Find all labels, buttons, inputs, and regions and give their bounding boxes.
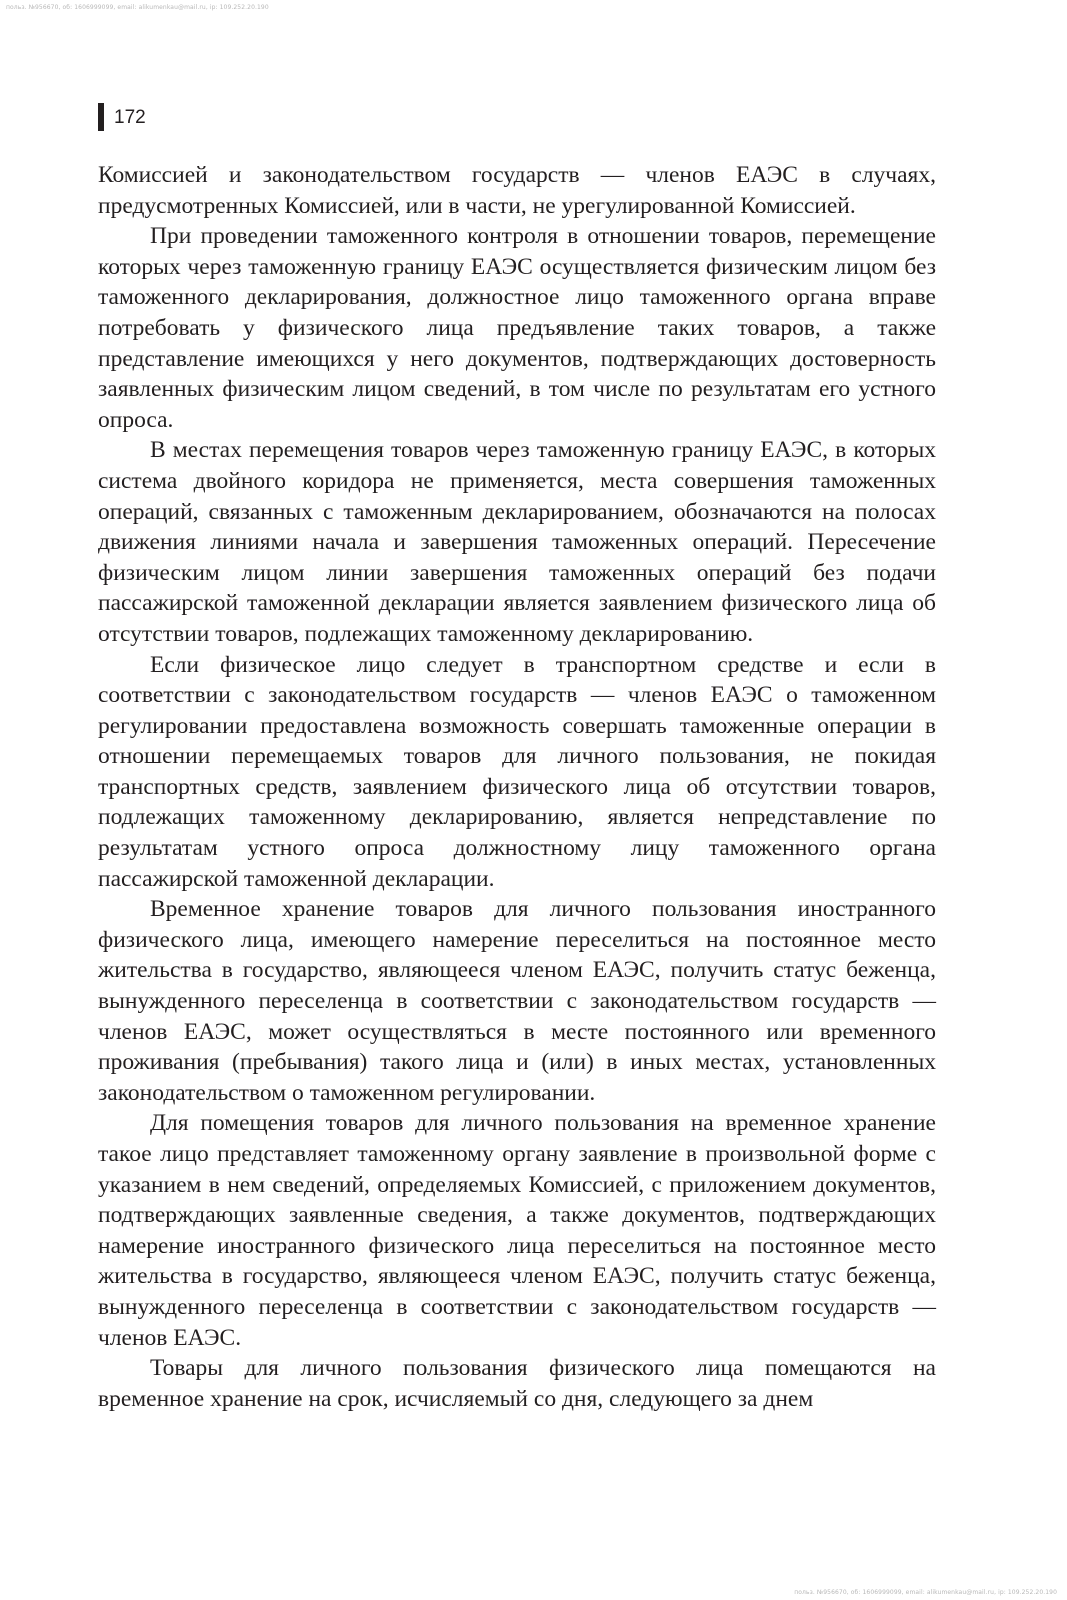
paragraph: Для помещения товаров для личного пользования на временное хранение такое лицо представляет таможенному органу заявление в произвольной форме с указанием в нем сведений, определяемых Комиссией, с приложением документов, подтверждающих заявленные сведения, а также документов, подтверждающих намерение иностранного физического лица переселиться на постоянное место жительства в государство, являющееся членом ЕАЭС, получить статус беженца, вынужденного переселенца в соответствии с законодательством государств — членов ЕАЭС. [98,1110,936,1351]
page-number: 172 [114,106,146,128]
watermark-bottom: польз. №956670, об: 1606999099, email: alikumenkau@mail.ru, ip: 109.252.20.190 [794,1589,1057,1596]
paragraph: Если физическое лицо следует в транспортном средстве и если в соответствии с законодательством государств — членов ЕАЭС о таможенном регулировании предоставлена возможность совершать таможенные операции в отношении перемещаемых товаров для личного пользования, не покидая транспортных средств, заявлением физического лица об отсутствии товаров, подлежащих таможенному декларированию, является непредставление по результатам устного опроса должностному лицу таможенного органа пассажирской таможенной декларации. [98,651,936,892]
paragraph-continued: Комиссией и законодательством государств — членов ЕАЭС в случаях, предусмотренных Комиссией, или в части, не урегулированной Комиссией. [98,162,936,219]
page-header [98,103,146,131]
paragraph: При проведении таможенного контроля в отношении товаров, перемещение которых через таможенную границу ЕАЭС осуществляется физическим лицом без таможенного декларирования, должностное лицо таможенного органа вправе потребовать у физического лица предъявление таких товаров, а также представление имеющихся у него документов, подтверждающих достоверность заявленных физическим лицом сведений, в том числе по результатам его устного опроса. [98,223,936,433]
header-bar [98,103,104,131]
paragraph: Временное хранение товаров для личного пользования иностранного физического лица, имеющего намерение переселиться на постоянное место жительства в государство, являющееся членом ЕАЭС, получить статус беженца, вынужденного переселенца в соответствии с законодательством государств — членов ЕАЭС, может осуществляться в месте постоянного или временного проживания (пребывания) такого лица и (или) в иных местах, установленных законодательством о таможенном регулировании. [98,896,936,1106]
body-text [98,160,936,1414]
paragraph: Товары для личного пользования физического лица помещаются на временное хранение на срок, исчисляемый со дня, следующего за днем [98,1355,936,1412]
watermark-top: польз. №956670, об: 1606999099, email: alikumenkau@mail.ru, ip: 109.252.20.190 [6,4,269,11]
paragraph: В местах перемещения товаров через таможенную границу ЕАЭС, в которых система двойного коридора не применяется, места совершения таможенных операций, связанных с таможенным декларированием, обозначаются на полосах движения линиями начала и завершения таможенных операций. Пересечение физическим лицом линии завершения таможенных операций без подачи пассажирской таможенной декларации является заявлением физического лица об отсутствии товаров, подлежащих таможенному декларированию. [98,437,936,647]
